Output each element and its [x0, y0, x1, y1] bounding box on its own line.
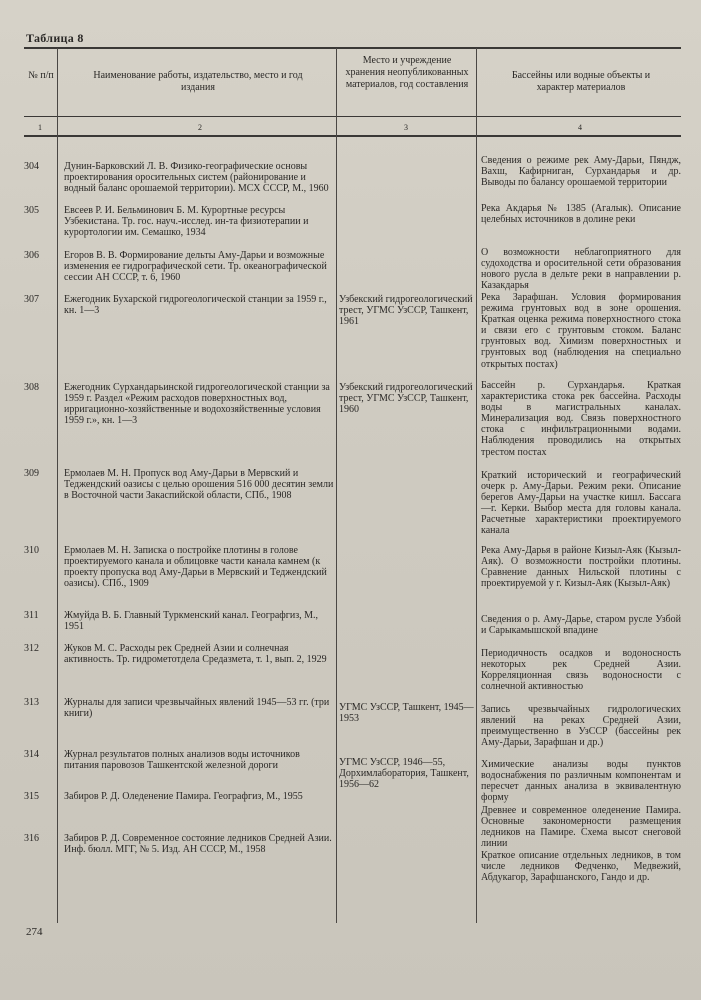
header-bottom-rule — [24, 116, 681, 117]
row-number: 315 — [24, 791, 39, 802]
row-basin-description: Химические анализы воды пунктов водоснабжения по различным компонентам и пересчет данных анализа в эквивалентную форму — [481, 759, 681, 804]
row-storage-place: УГМС УзССР, 1946—55, Дорхимлаборатория, Ташкент, 1956—62 — [339, 757, 469, 791]
row-number: 304 — [24, 161, 39, 172]
row-basin-description: Сведения о р. Аму-Дарье, старом русле Узбой и Сарыкамышской впадине — [481, 614, 681, 637]
row-work-title: Забиров Р. Д. Современное состояние ледников Средней Азии. Инф. бюлл. МГГ, № 5. Изд. АН СССР, М., 1958 — [64, 833, 332, 856]
column-number-4: 4 — [578, 123, 582, 132]
row-number: 306 — [24, 250, 39, 261]
header-num: № п/п — [28, 70, 54, 81]
column-number-3: 3 — [404, 123, 408, 132]
row-work-title: Егоров В. В. Формирование дельты Аму-Дарьи и возможные изменения ее гидрографической сети. Тр. океанографической сессии АН СССР, т. 6, 1960 — [64, 250, 327, 284]
row-basin-description: Древнее и современное оледенение Памира. Основные закономерности размещения ледников на Памире. Схема высот снеговой линии — [481, 805, 681, 850]
header-place: Место и учреждение хранения неопубликованных материалов, год составления — [345, 55, 469, 90]
header-basin: Бассейны или водные объекты и характер материалов — [511, 70, 651, 93]
row-work-title: Забиров Р. Д. Оледенение Памира. Географгиз, М., 1955 — [64, 791, 303, 802]
header-work: Наименование работы, издательство, место и год издания — [93, 70, 303, 93]
row-number: 307 — [24, 294, 39, 305]
column-divider-3 — [476, 48, 477, 923]
row-number: 309 — [24, 468, 39, 479]
row-basin-description: О возможности неблагоприятного для судоходства и оросительной сети образования нового русла в дельте реки в направлении р. Казакдарья — [481, 247, 681, 292]
column-divider-1 — [57, 48, 58, 923]
colnum-bottom-rule — [24, 135, 681, 137]
row-basin-description: Краткий исторический и географический очерк р. Аму-Дарьи. Режим реки. Описание берегов Аму-Дарьи на участке кишл. Бассага—г. Керки. Выбор места для головы канала. Расчетные характеристики проектируемого канала — [481, 470, 681, 537]
row-basin-description: Запись чрезвычайных гидрологических явлений на реках Средней Азии, преимущественно в УзССР (бассейны рек Аму-Дарьи, Зарафшан и др.) — [481, 704, 681, 749]
row-work-title: Ежегодник Сурхандарьинской гидрогеологической станции за 1959 г. Раздел «Режим расходов поверхностных вод, ирригационно-хозяйственные и водохозяйственные условия 1959 г.», кн. 1—3 — [64, 382, 330, 427]
row-work-title: Евсеев Р. И. Бельминович Б. М. Курортные ресурсы Узбекистана. Тр. гос. науч.-исслед. ин-та физиотерапии и курортологии им. Семашко, 1934 — [64, 205, 309, 239]
row-basin-description: Сведения о режиме рек Аму-Дарьи, Пяндж, Вахш, Кафирниган, Сурхандарья и др. Выводы по балансу орошаемой территории — [481, 155, 681, 189]
row-work-title: Дунин-Барковский Л. В. Физико-географические основы проектирования оросительных систем (районирование и водный баланс орошаемой территории). МСХ СССР, М., 1960 — [64, 161, 329, 195]
row-number: 313 — [24, 697, 39, 708]
row-work-title: Жуков М. С. Расходы рек Средней Азии и солнечная активность. Тр. гидрометотдела Средазмета, т. 1, вып. 2, 1929 — [64, 643, 327, 666]
row-storage-place: Узбекский гидрогеологический трест, УГМС УзССР, Ташкент, 1961 — [339, 294, 473, 328]
row-number: 308 — [24, 382, 39, 393]
row-basin-description: Река Акдарья № 1385 (Агалык). Описание целебных источников в долине реки — [481, 203, 681, 226]
row-number: 314 — [24, 749, 39, 760]
row-storage-place: УГМС УзССР, Ташкент, 1945—1953 — [339, 702, 474, 725]
column-divider-2 — [336, 48, 337, 923]
row-basin-description: Краткое описание отдельных ледников, в том числе ледников Федченко, Медвежий, Абдукагор, Зарафшанского, Гандо и др. — [481, 850, 681, 884]
row-work-title: Журналы для записи чрезвычайных явлений 1945—53 гг. (три книги) — [64, 697, 330, 720]
row-basin-description: Река Аму-Дарья в районе Кизыл-Аяк (Кызыл-Аяк). О возможности постройки плотины. Сравнение данных Нильской плотины с проектируемой у г. Кизыл-Аяк (Кызыл-Аяк) — [481, 545, 681, 590]
row-basin-description: Бассейн р. Сурхандарья. Краткая характеристика стока рек бассейна. Расходы воды в магистральных каналах. Минерализация вод. Связь поверхностного стока с инфильтрационными водами. Наблюдения проводились на открытых трестом постах — [481, 380, 681, 458]
row-basin-description: Периодичность осадков и водоносность некоторых рек Средней Азии. Корреляционная связь водоносности с солнечной активностью — [481, 648, 681, 693]
row-storage-place: Узбекский гидрогеологический трест, УГМС УзССР, Ташкент, 1960 — [339, 382, 473, 416]
row-number: 316 — [24, 833, 39, 844]
row-work-title: Ермолаев М. Н. Пропуск вод Аму-Дарьи в Мервский и Теджендский оазисы с целью орошения 516 000 десятин земли в Восточной части Закаспийской области, СПб., 1908 — [64, 468, 334, 502]
page-number: 274 — [26, 926, 43, 938]
column-number-1: 1 — [38, 123, 42, 132]
row-basin-description: Река Зарафшан. Условия формирования режима грунтовых вод в зоне орошения. Краткая оценка режима поверхностного стока и связи его с грунтовым стоком. Баланс грунтовых вод. Химизм поверхностных и грунтовых вод (наблюдения на специально открытых постах) — [481, 292, 681, 370]
column-number-2: 2 — [198, 123, 202, 132]
row-number: 312 — [24, 643, 39, 654]
row-work-title: Журнал результатов полных анализов воды источников питания паровозов Ташкентской железной дороги — [64, 749, 300, 772]
row-number: 305 — [24, 205, 39, 216]
top-rule — [24, 47, 681, 49]
row-work-title: Ермолаев М. Н. Записка о постройке плотины в голове проектируемого канала и облицовке части канала камнем (к проекту пропуска вод Аму-Дарьи в Мервский и Теджендский оазисы). СПб., 1909 — [64, 545, 327, 590]
row-number: 311 — [24, 610, 39, 621]
table-label: Таблица 8 — [26, 31, 84, 45]
row-number: 310 — [24, 545, 39, 556]
row-work-title: Жмуйда В. Б. Главный Туркменский канал. Географгиз, М., 1951 — [64, 610, 319, 633]
row-work-title: Ежегодник Бухарской гидрогеологической станции за 1959 г., кн. 1—3 — [64, 294, 327, 317]
